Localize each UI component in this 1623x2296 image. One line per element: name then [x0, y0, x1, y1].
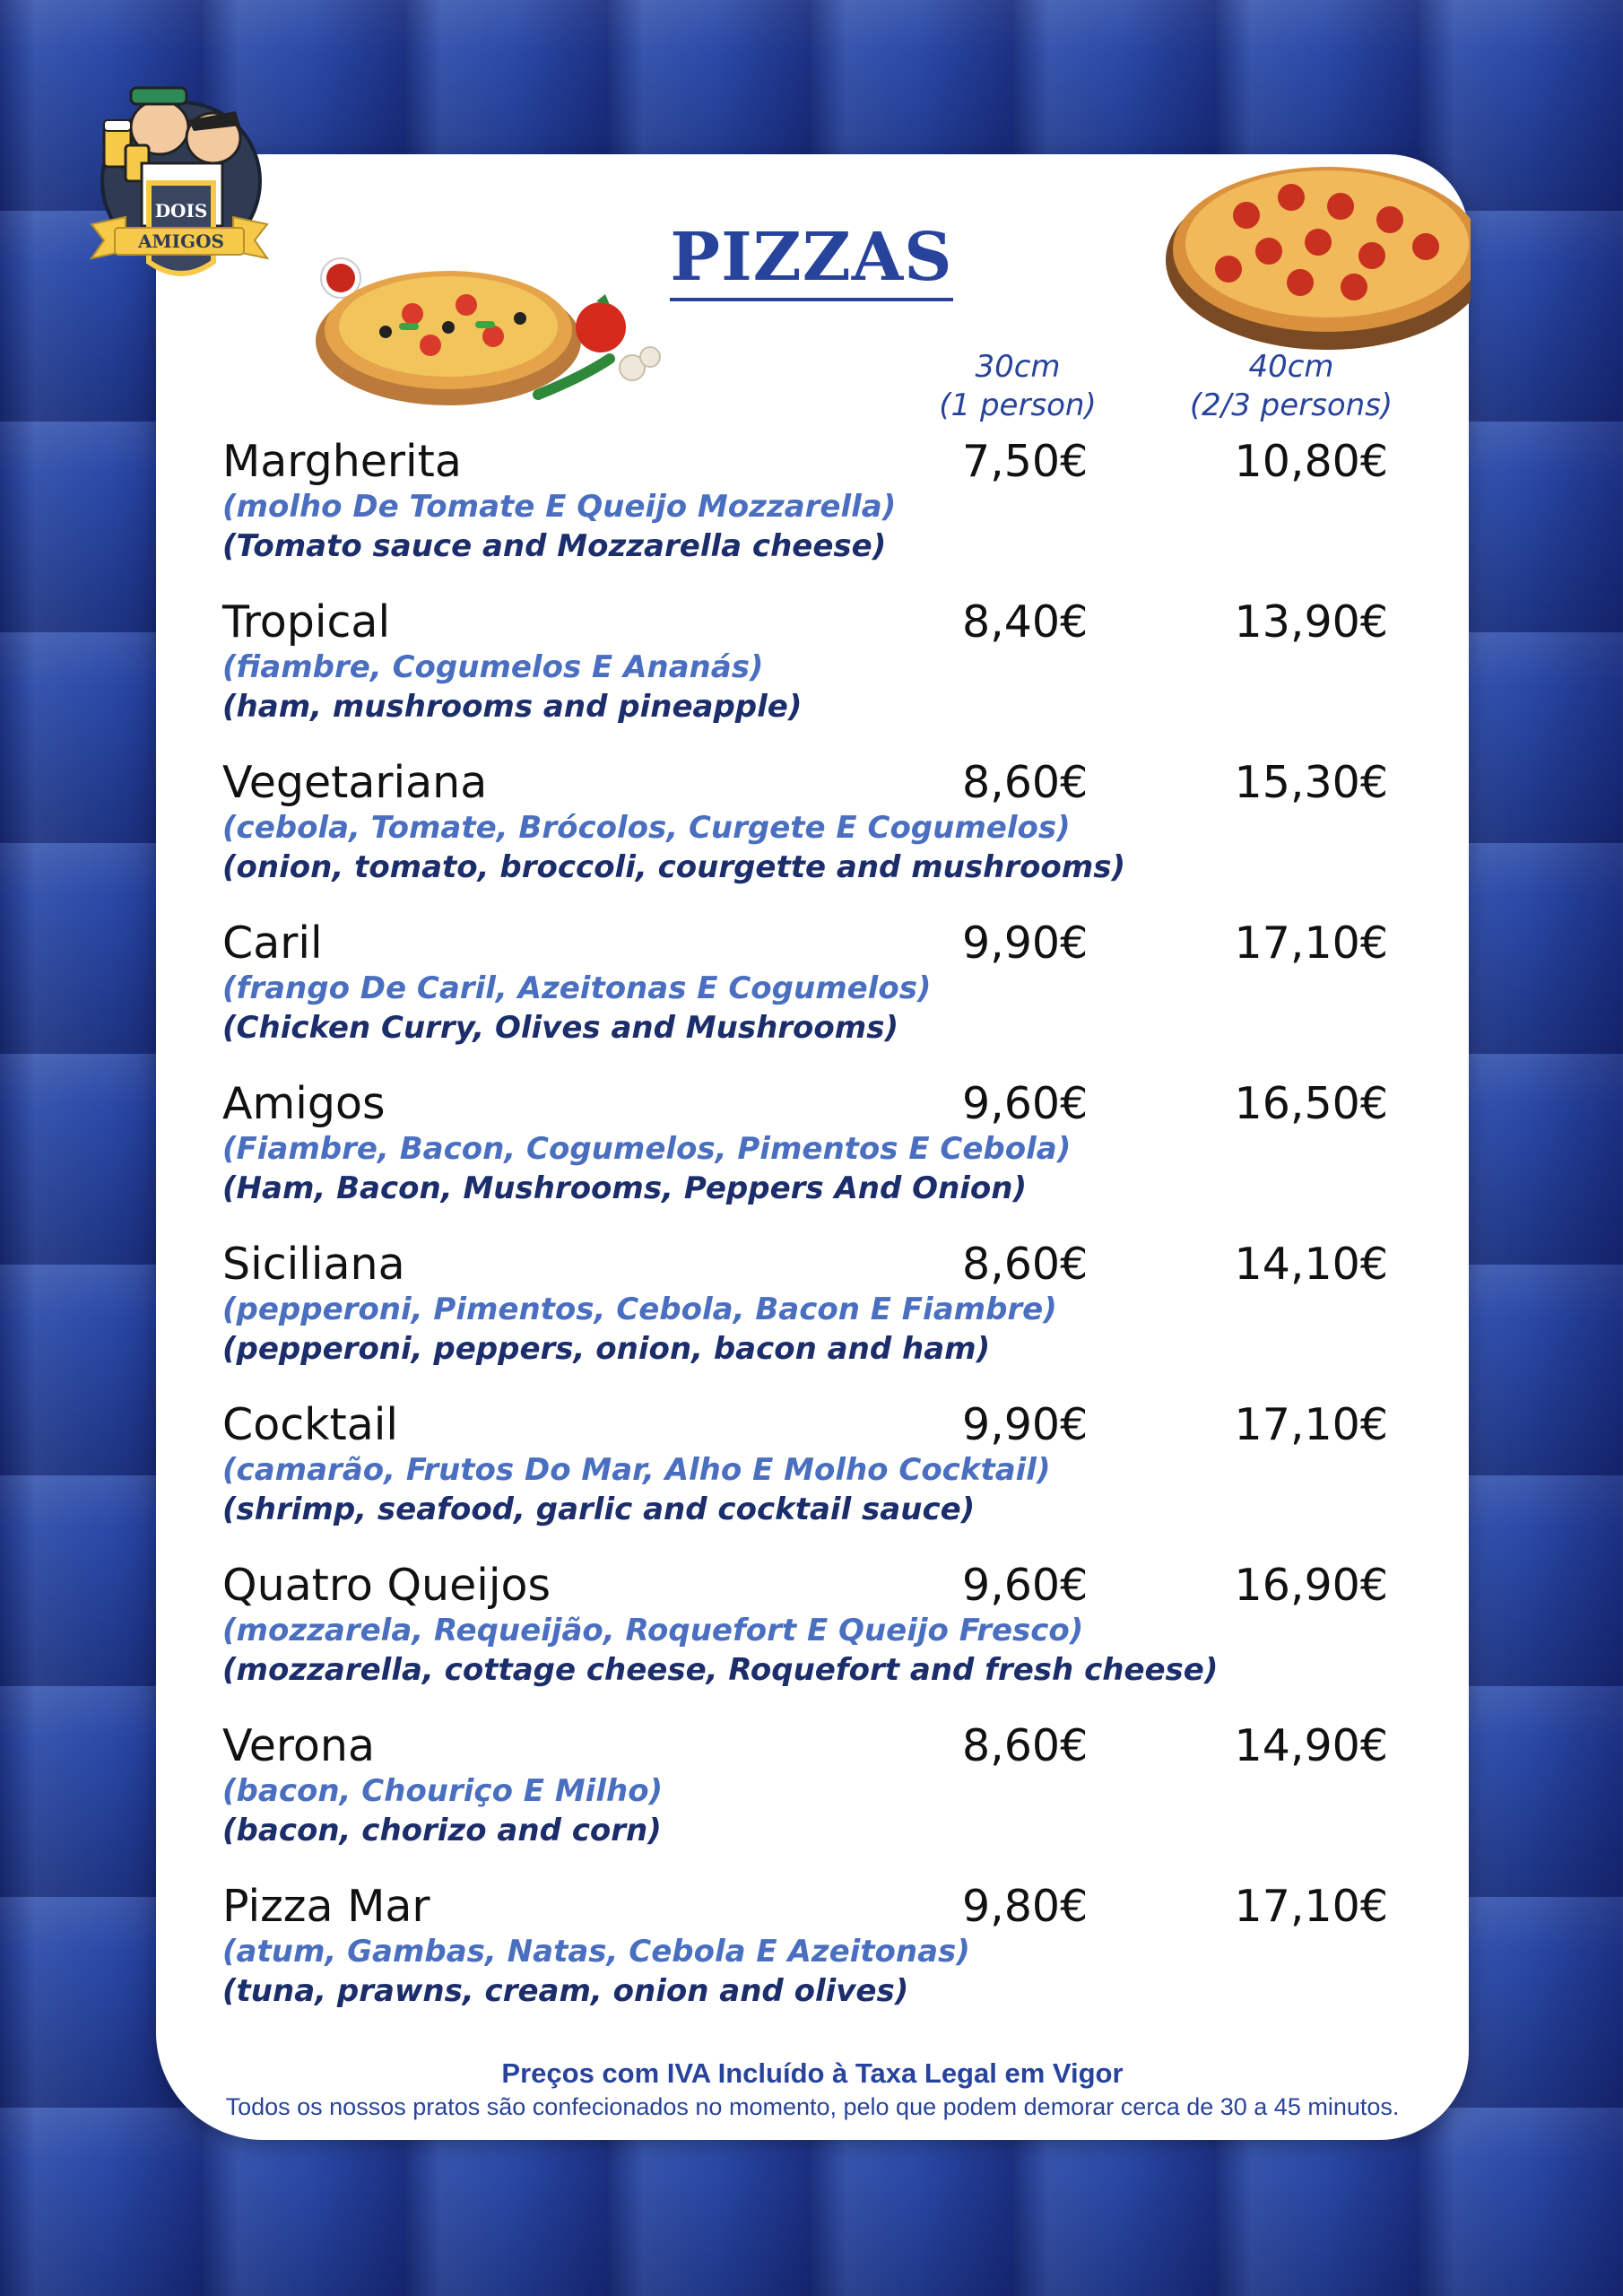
item-desc-pt: (pepperoni, Pimentos, Cebola, Bacon E Fiambre) [222, 1292, 1057, 1327]
item-name: Caril [222, 918, 323, 969]
size-label: 30cm [975, 349, 1061, 385]
item-desc-pt: (bacon, Chouriço E Milho) [222, 1773, 664, 1809]
item-price-30cm: 7,50€ [962, 436, 1089, 487]
logo-text-dois: DOIS [154, 200, 208, 222]
item-price-40cm: 14,10€ [1234, 1239, 1388, 1290]
item-name: Pizza Mar [222, 1881, 430, 1932]
item-price-40cm: 14,90€ [1234, 1720, 1388, 1771]
menu-item [222, 435, 1388, 587]
item-price-30cm: 8,60€ [962, 1239, 1089, 1290]
menu-item [222, 1077, 1388, 1230]
restaurant-logo [88, 74, 272, 307]
menu-item [222, 917, 1388, 1069]
item-desc-pt: (molho De Tomate E Queijo Mozzarella) [222, 489, 897, 525]
pizza-image-right [1157, 144, 1471, 359]
menu-item [222, 1559, 1388, 1711]
item-price-40cm: 10,80€ [1234, 436, 1388, 487]
item-desc-pt: (atum, Gambas, Natas, Cebola E Azeitonas) [222, 1934, 970, 1970]
item-desc-pt: (camarão, Frutos Do Mar, Alho E Molho Cocktail) [222, 1452, 1051, 1488]
item-name: Cocktail [222, 1399, 398, 1450]
item-desc-en: (Tomato sauce and Mozzarella cheese) [222, 528, 887, 564]
item-name: Amigos [222, 1078, 386, 1129]
item-price-30cm: 9,80€ [962, 1881, 1089, 1932]
item-desc-pt: (Fiambre, Bacon, Cogumelos, Pimentos E Cebola) [222, 1131, 1072, 1167]
item-price-30cm: 9,90€ [962, 1399, 1089, 1450]
item-price-40cm: 13,90€ [1234, 596, 1388, 648]
item-desc-pt: (frango De Caril, Azeitonas E Cogumelos) [222, 970, 932, 1006]
item-price-30cm: 9,90€ [962, 918, 1089, 969]
item-name: Verona [222, 1720, 375, 1771]
item-price-30cm: 8,60€ [962, 757, 1089, 808]
menu-item [222, 1238, 1388, 1390]
item-desc-en: (Chicken Curry, Olives and Mushrooms) [222, 1010, 898, 1046]
menu-item [222, 596, 1388, 748]
item-price-30cm: 9,60€ [962, 1560, 1089, 1611]
menu-title-text: PIZZAS [670, 219, 952, 301]
item-price-30cm: 9,60€ [962, 1078, 1089, 1129]
item-name: Siciliana [222, 1239, 405, 1290]
item-price-40cm: 15,30€ [1234, 757, 1388, 808]
menu-title [628, 219, 995, 296]
menu-item [222, 1880, 1388, 2032]
item-desc-pt: (mozzarela, Requeijão, Roquefort E Queijo Fresco) [222, 1613, 1084, 1648]
size-header-40cm [1184, 348, 1399, 425]
item-price-40cm: 17,10€ [1234, 918, 1388, 969]
item-price-40cm: 17,10€ [1234, 1881, 1388, 1932]
item-desc-en: (Ham, Bacon, Mushrooms, Peppers And Onion) [222, 1170, 1028, 1206]
item-name: Quatro Queijos [222, 1560, 551, 1611]
menu-item [222, 756, 1388, 909]
item-name: Vegetariana [222, 757, 488, 808]
menu-item [222, 1719, 1388, 1872]
pizza-image-left [314, 242, 673, 422]
menu-item [222, 1398, 1388, 1551]
item-desc-en: (onion, tomato, broccoli, courgette and mushrooms) [222, 849, 1125, 885]
item-name: Tropical [222, 596, 391, 648]
item-desc-en: (pepperoni, peppers, onion, bacon and ham) [222, 1331, 991, 1367]
item-price-30cm: 8,40€ [962, 596, 1089, 648]
size-label: 40cm [1248, 349, 1334, 385]
size-people: (2/3 persons) [1189, 387, 1393, 423]
item-desc-en: (shrimp, seafood, garlic and cocktail sauce) [222, 1492, 976, 1527]
item-price-40cm: 17,10€ [1234, 1399, 1388, 1450]
size-people: (1 person) [939, 387, 1097, 423]
item-price-40cm: 16,90€ [1234, 1560, 1388, 1611]
vat-notice: Preços com IVA Incluído à Taxa Legal em Vigor [501, 2057, 1124, 2089]
item-desc-en: (ham, mushrooms and pineapple) [222, 689, 803, 725]
logo-text-amigos: AMIGOS [138, 230, 224, 252]
item-desc-en: (bacon, chorizo and corn) [222, 1813, 662, 1848]
item-price-30cm: 8,60€ [962, 1720, 1089, 1771]
item-desc-pt: (fiambre, Cogumelos E Ananás) [222, 649, 764, 685]
preparation-time-notice: Todos os nossos pratos são confecionados no momento, pelo que podem demorar cerca de 30 a 45 minutos. [225, 2093, 1400, 2120]
item-desc-en: (mozzarella, cottage cheese, Roquefort and fresh cheese) [222, 1652, 1219, 1688]
item-price-40cm: 16,50€ [1234, 1078, 1388, 1129]
item-name: Margherita [222, 436, 462, 487]
item-desc-pt: (cebola, Tomate, Brócolos, Curgete E Cogumelos) [222, 810, 1071, 846]
size-header-30cm [910, 348, 1125, 425]
item-desc-en: (tuna, prawns, cream, onion and olives) [222, 1973, 909, 2009]
